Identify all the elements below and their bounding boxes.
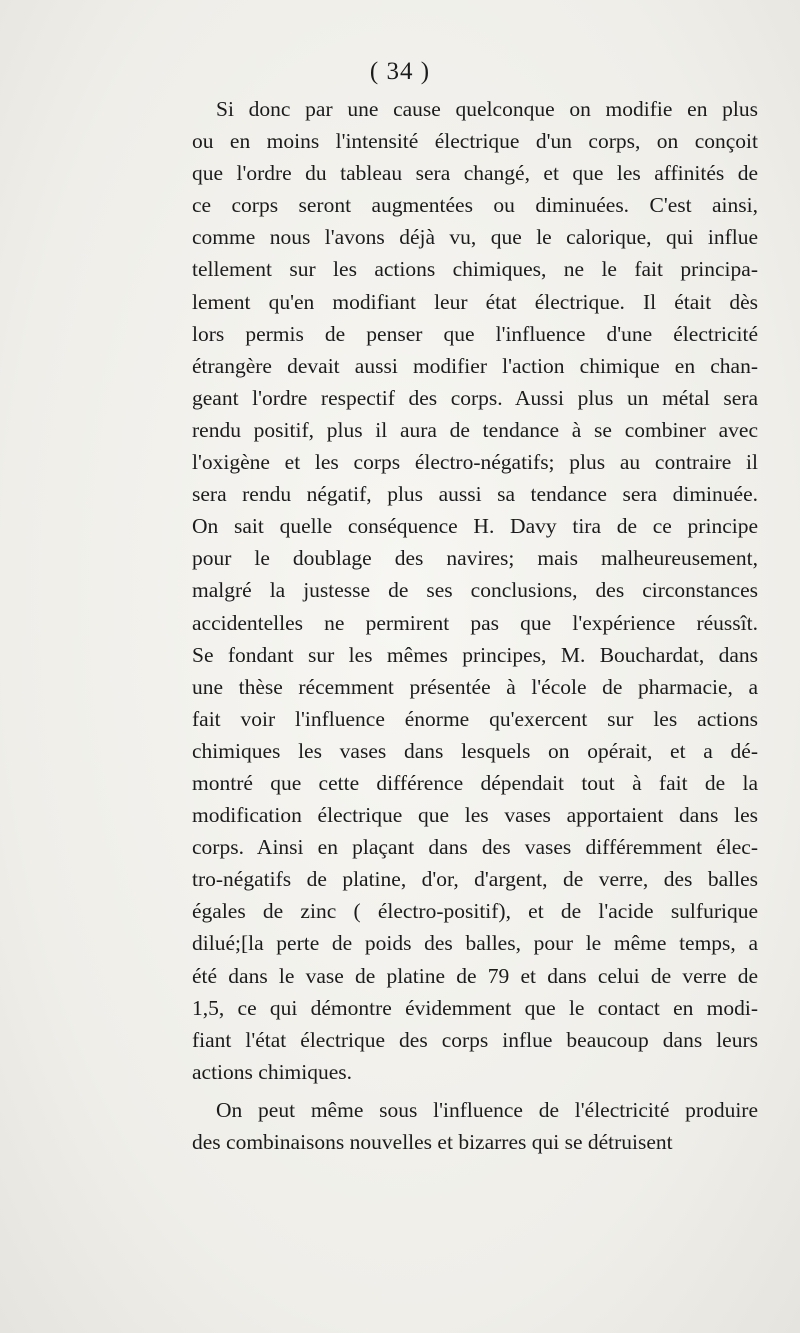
text-line: ou en moins l'intensité électrique d'un corps, on conçoit — [192, 129, 758, 154]
text-line: On sait quelle conséquence H. Davy tira de ce principe — [192, 514, 758, 539]
text-line: malgré la justesse de ses conclusions, des circonstances — [192, 578, 758, 603]
text-line: On peut même sous l'influence de l'électricité produire — [216, 1097, 758, 1122]
text-line: Se fondant sur les mêmes principes, M. Bouchardat, dans — [192, 642, 758, 667]
text-line: comme nous l'avons déjà vu, que le calorique, qui influe — [192, 225, 758, 250]
text-line: modification électrique que les vases apportaient dans les — [192, 803, 758, 828]
text-line: fiant l'état électrique des corps influe beaucoup dans leurs — [192, 1027, 758, 1052]
text-line: 1,5, ce qui démontre évidemment que le contact en modi- — [192, 995, 758, 1020]
text-line: chimiques les vases dans lesquels on opérait, et a dé- — [192, 738, 758, 763]
text-line: geant l'ordre respectif des corps. Aussi plus un métal sera — [192, 385, 758, 410]
text-line: fait voir l'influence énorme qu'exercent sur les actions — [192, 706, 758, 731]
text-line: tellement sur les actions chimiques, ne le fait principa- — [192, 257, 758, 282]
text-line: corps. Ainsi en plaçant dans des vases différemment élec- — [192, 835, 758, 860]
text-line: que l'ordre du tableau sera changé, et que les affinités de — [192, 161, 758, 186]
text-line: étrangère devait aussi modifier l'action chimique en chan- — [192, 353, 758, 378]
text-line: Si donc par une cause quelconque on modifie en plus — [216, 97, 758, 121]
text-line: pour le doublage des navires; mais malheureusement, — [192, 546, 758, 571]
text-line: accidentelles ne permirent pas que l'expérience réussît. — [192, 610, 758, 635]
text-line: sera rendu négatif, plus aussi sa tendance sera diminuée. — [192, 482, 758, 507]
text-line: dilué;[la perte de poids des balles, pour le même temps, a — [192, 931, 758, 956]
paragraph — [192, 93, 758, 1088]
text-line: tro-négatifs de platine, d'or, d'argent, de verre, des balles — [192, 867, 758, 892]
body-text — [192, 93, 758, 1158]
text-line: des combinaisons nouvelles et bizarres qui se détruisent — [192, 1130, 673, 1154]
text-line: montré que cette différence dépendait tout à fait de la — [192, 770, 758, 795]
text-line: égales de zinc ( électro-positif), et de l'acide sulfurique — [192, 899, 758, 924]
text-line: ce corps seront augmentées ou diminuées. C'est ainsi, — [192, 193, 758, 218]
text-line: été dans le vase de platine de 79 et dans celui de verre de — [192, 963, 758, 988]
text-line: une thèse récemment présentée à l'école de pharmacie, a — [192, 674, 758, 699]
text-line: l'oxigène et les corps électro-négatifs; plus au contraire il — [192, 450, 758, 475]
text-line: lors permis de penser que l'influence d'une électricité — [192, 321, 758, 346]
text-line: actions chimiques. — [192, 1059, 353, 1084]
page-number: ( 34 ) — [369, 58, 431, 85]
text-line: rendu positif, plus il aura de tendance à se combiner avec — [192, 417, 758, 442]
text-line: lement qu'en modifiant leur état électrique. Il était dès — [192, 289, 758, 314]
paragraph — [192, 1094, 758, 1158]
